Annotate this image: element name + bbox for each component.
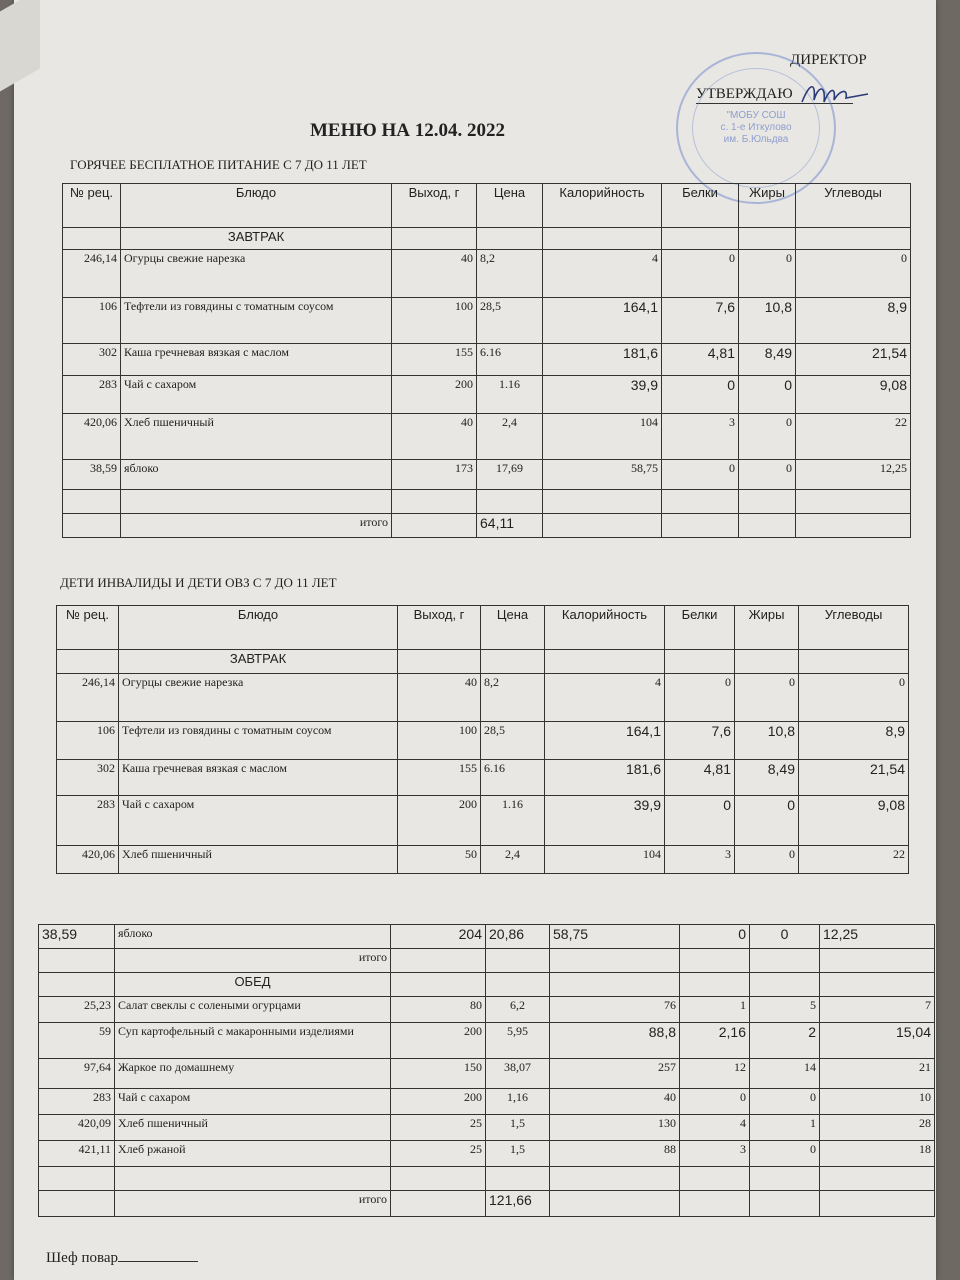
- col-header-kcal: Калорийность: [543, 184, 662, 228]
- table-row: [57, 760, 909, 796]
- cell-protein: 0: [680, 925, 750, 949]
- table-row: [57, 846, 909, 874]
- cell-fat: 1: [750, 1115, 820, 1141]
- cell-fat: 10,8: [735, 722, 799, 760]
- cell-yield: 40: [392, 414, 477, 460]
- director-label: ДИРЕКТОР: [790, 52, 867, 68]
- cell-dish: Тефтели из говядины с томатным соусом: [119, 722, 398, 760]
- col-header-yield: Выход, г: [392, 184, 477, 228]
- cell-kcal: 39,9: [545, 796, 665, 846]
- cell-yield: 40: [398, 674, 481, 722]
- cell-dish: Каша гречневая вязкая с маслом: [121, 344, 392, 376]
- cell-dish: Хлеб ржаной: [115, 1141, 391, 1167]
- col-header-price: Цена: [481, 606, 545, 650]
- cell-kcal: 88: [550, 1141, 680, 1167]
- cell-kcal: 181,6: [545, 760, 665, 796]
- cell-dish: яблоко: [115, 925, 391, 949]
- cell-num: 283: [57, 796, 119, 846]
- table-row: [63, 376, 911, 414]
- total-row: [39, 949, 935, 973]
- cell-price: 28,5: [477, 298, 543, 344]
- col-header-fat: Жиры: [735, 606, 799, 650]
- cell-yield: 150: [391, 1059, 486, 1089]
- cell-price: 38,07: [486, 1059, 550, 1089]
- cell-dish: Тефтели из говядины с томатным соусом: [121, 298, 392, 344]
- cell-yield: 25: [391, 1115, 486, 1141]
- cell-kcal: 104: [545, 846, 665, 874]
- menu-table-lunch: [38, 924, 935, 1217]
- director-signature: [800, 78, 870, 108]
- cell-protein: 0: [662, 250, 739, 298]
- col-header-num: № рец.: [63, 184, 121, 228]
- table-row: [39, 1023, 935, 1059]
- table-header-row: [63, 184, 911, 228]
- cell-kcal: 181,6: [543, 344, 662, 376]
- cell-dish: Огурцы свежие нарезка: [121, 250, 392, 298]
- cell-yield: 173: [392, 460, 477, 490]
- cell-yield: 40: [392, 250, 477, 298]
- cell-price: 6,2: [486, 997, 550, 1023]
- cell-carbs: 9,08: [796, 376, 911, 414]
- table-row: [63, 344, 911, 376]
- cell-fat: 0: [750, 1141, 820, 1167]
- cell-price: 1,5: [486, 1141, 550, 1167]
- col-header-protein: Белки: [662, 184, 739, 228]
- total-label: итого: [115, 1191, 391, 1217]
- table-row: [57, 722, 909, 760]
- cell-carbs: 28: [820, 1115, 935, 1141]
- cell-price: 5,95: [486, 1023, 550, 1059]
- cell-yield: 100: [392, 298, 477, 344]
- cell-protein: 0: [680, 1089, 750, 1115]
- cell-kcal: 88,8: [550, 1023, 680, 1059]
- meal-row: [39, 973, 935, 997]
- table-row: [63, 298, 911, 344]
- section-title-disabled-children: ДЕТИ ИНВАЛИДЫ И ДЕТИ ОВЗ С 7 ДО 11 ЛЕТ: [60, 575, 337, 590]
- meal-label: ОБЕД: [115, 973, 391, 997]
- table-row: [63, 414, 911, 460]
- empty-row: [39, 1167, 935, 1191]
- cell-carbs: 8,9: [796, 298, 911, 344]
- col-header-kcal: Калорийность: [545, 606, 665, 650]
- cell-dish: Хлеб пшеничный: [121, 414, 392, 460]
- cell-dish: Чай с сахаром: [121, 376, 392, 414]
- cell-yield: 80: [391, 997, 486, 1023]
- cell-fat: 0: [735, 846, 799, 874]
- total-price: 64,11: [477, 514, 543, 538]
- cell-price: 6.16: [481, 760, 545, 796]
- cell-carbs: 15,04: [820, 1023, 935, 1059]
- cell-fat: 0: [735, 796, 799, 846]
- cell-price: 2,4: [481, 846, 545, 874]
- cell-num: 302: [63, 344, 121, 376]
- cell-fat: 0: [739, 376, 796, 414]
- cell-price: 1,16: [486, 1089, 550, 1115]
- cell-fat: 0: [739, 460, 796, 490]
- cell-fat: 14: [750, 1059, 820, 1089]
- col-header-price: Цена: [477, 184, 543, 228]
- cell-price: 8,2: [477, 250, 543, 298]
- cell-kcal: 104: [543, 414, 662, 460]
- cell-dish: Каша гречневая вязкая с маслом: [119, 760, 398, 796]
- cell-fat: 0: [750, 925, 820, 949]
- cell-fat: 10,8: [739, 298, 796, 344]
- table-row: [39, 1115, 935, 1141]
- total-row: [39, 1191, 935, 1217]
- cell-num: 420,06: [63, 414, 121, 460]
- cell-num: 421,11: [39, 1141, 115, 1167]
- cell-carbs: 9,08: [799, 796, 909, 846]
- table-header-row: [57, 606, 909, 650]
- cell-protein: 4,81: [665, 760, 735, 796]
- total-label: итого: [115, 949, 391, 973]
- cell-carbs: 12,25: [796, 460, 911, 490]
- cell-kcal: 130: [550, 1115, 680, 1141]
- chef-label: Шеф повар: [46, 1250, 119, 1266]
- cell-protein: 12: [680, 1059, 750, 1089]
- cell-price: 20,86: [486, 925, 550, 949]
- cell-carbs: 22: [796, 414, 911, 460]
- cell-num: 420,06: [57, 846, 119, 874]
- cell-price: 2,4: [477, 414, 543, 460]
- cell-num: 106: [63, 298, 121, 344]
- cell-carbs: 21,54: [799, 760, 909, 796]
- table-row: [39, 1141, 935, 1167]
- cell-yield: 25: [391, 1141, 486, 1167]
- table-row: [57, 796, 909, 846]
- col-header-carbs: Углеводы: [796, 184, 911, 228]
- table-row: [63, 460, 911, 490]
- signature-blank: [118, 1261, 198, 1262]
- cell-price: 1.16: [481, 796, 545, 846]
- cell-protein: 1: [680, 997, 750, 1023]
- cell-dish: Суп картофельный с макаронными изделиями: [115, 1023, 391, 1059]
- cell-carbs: 22: [799, 846, 909, 874]
- cell-yield: 200: [392, 376, 477, 414]
- cell-kcal: 58,75: [543, 460, 662, 490]
- cell-kcal: 164,1: [545, 722, 665, 760]
- page-title: МЕНЮ НА 12.04. 2022: [310, 120, 506, 141]
- total-price: 121,66: [486, 1191, 550, 1217]
- col-header-num: № рец.: [57, 606, 119, 650]
- cell-num: 97,64: [39, 1059, 115, 1089]
- cell-num: 246,14: [63, 250, 121, 298]
- cell-dish: Огурцы свежие нарезка: [119, 674, 398, 722]
- col-header-fat: Жиры: [739, 184, 796, 228]
- stamp-line: "МОБУ СОШ: [726, 110, 786, 121]
- total-label: итого: [121, 514, 392, 538]
- col-header-yield: Выход, г: [398, 606, 481, 650]
- cell-num: 302: [57, 760, 119, 796]
- stamp-line: им. Б.Юльдва: [723, 134, 789, 145]
- table-row: [39, 925, 935, 949]
- cell-fat: 0: [735, 674, 799, 722]
- col-header-carbs: Углеводы: [799, 606, 909, 650]
- col-header-protein: Белки: [665, 606, 735, 650]
- cell-protein: 3: [680, 1141, 750, 1167]
- table-row: [39, 997, 935, 1023]
- cell-carbs: 10: [820, 1089, 935, 1115]
- cell-dish: Жаркое по домашнему: [115, 1059, 391, 1089]
- cell-carbs: 18: [820, 1141, 935, 1167]
- meal-row: [63, 228, 911, 250]
- cell-protein: 2,16: [680, 1023, 750, 1059]
- cell-carbs: 0: [796, 250, 911, 298]
- cell-yield: 155: [398, 760, 481, 796]
- cell-kcal: 4: [543, 250, 662, 298]
- cell-price: 6.16: [477, 344, 543, 376]
- school-stamp: [676, 52, 836, 204]
- cell-num: 246,14: [57, 674, 119, 722]
- cell-fat: 8,49: [739, 344, 796, 376]
- col-header-dish: Блюдо: [121, 184, 392, 228]
- cell-price: 1.16: [477, 376, 543, 414]
- cell-fat: 0: [750, 1089, 820, 1115]
- stamp-line: с. 1-е Иткулово: [720, 122, 792, 133]
- cell-fat: 0: [739, 414, 796, 460]
- cell-carbs: 21,54: [796, 344, 911, 376]
- cell-carbs: 21: [820, 1059, 935, 1089]
- cell-carbs: 12,25: [820, 925, 935, 949]
- cell-protein: 0: [665, 796, 735, 846]
- cell-kcal: 40: [550, 1089, 680, 1115]
- cell-kcal: 4: [545, 674, 665, 722]
- table-row: [39, 1059, 935, 1089]
- cell-fat: 5: [750, 997, 820, 1023]
- cell-dish: Чай с сахаром: [115, 1089, 391, 1115]
- cell-yield: 100: [398, 722, 481, 760]
- cell-yield: 200: [391, 1023, 486, 1059]
- cell-num: 106: [57, 722, 119, 760]
- cell-protein: 3: [665, 846, 735, 874]
- cell-carbs: 8,9: [799, 722, 909, 760]
- cell-yield: 50: [398, 846, 481, 874]
- cell-fat: 2: [750, 1023, 820, 1059]
- cell-kcal: 39,9: [543, 376, 662, 414]
- cell-num: 420,09: [39, 1115, 115, 1141]
- cell-carbs: 7: [820, 997, 935, 1023]
- meal-label: ЗАВТРАК: [119, 650, 398, 674]
- cell-kcal: 58,75: [550, 925, 680, 949]
- table-row: [63, 250, 911, 298]
- cell-dish: яблоко: [121, 460, 392, 490]
- cell-dish: Хлеб пшеничный: [115, 1115, 391, 1141]
- cell-price: 8,2: [481, 674, 545, 722]
- cell-num: 59: [39, 1023, 115, 1059]
- cell-dish: Хлеб пшеничный: [119, 846, 398, 874]
- cell-yield: 200: [391, 1089, 486, 1115]
- cell-protein: 0: [662, 460, 739, 490]
- section-title-free-meals: ГОРЯЧЕЕ БЕСПЛАТНОЕ ПИТАНИЕ С 7 ДО 11 ЛЕТ: [70, 157, 367, 172]
- cell-num: 38,59: [63, 460, 121, 490]
- cell-dish: Салат свеклы с солеными огурцами: [115, 997, 391, 1023]
- cell-kcal: 76: [550, 997, 680, 1023]
- menu-table-disabled-children: [56, 605, 909, 874]
- cell-protein: 7,6: [665, 722, 735, 760]
- col-header-dish: Блюдо: [119, 606, 398, 650]
- cell-yield: 155: [392, 344, 477, 376]
- cell-yield: 200: [398, 796, 481, 846]
- approve-label: УТВЕРЖДАЮ: [696, 86, 853, 104]
- menu-table-free-meals: [62, 183, 911, 538]
- cell-num: 283: [39, 1089, 115, 1115]
- chef-signature-line: [46, 1250, 198, 1267]
- cell-num: 25,23: [39, 997, 115, 1023]
- cell-num: 38,59: [39, 925, 115, 949]
- cell-fat: 0: [739, 250, 796, 298]
- cell-price: 1,5: [486, 1115, 550, 1141]
- cell-num: 283: [63, 376, 121, 414]
- cell-kcal: 257: [550, 1059, 680, 1089]
- meal-row: [57, 650, 909, 674]
- cell-protein: 7,6: [662, 298, 739, 344]
- cell-carbs: 0: [799, 674, 909, 722]
- cell-protein: 4: [680, 1115, 750, 1141]
- cell-protein: 0: [662, 376, 739, 414]
- table-row: [39, 1089, 935, 1115]
- cell-price: 17,69: [477, 460, 543, 490]
- empty-row: [63, 490, 911, 514]
- cell-fat: 8,49: [735, 760, 799, 796]
- cell-dish: Чай с сахаром: [119, 796, 398, 846]
- cell-kcal: 164,1: [543, 298, 662, 344]
- total-row: [63, 514, 911, 538]
- table-row: [57, 674, 909, 722]
- cell-protein: 3: [662, 414, 739, 460]
- cell-yield: 204: [391, 925, 486, 949]
- cell-price: 28,5: [481, 722, 545, 760]
- cell-protein: 4,81: [662, 344, 739, 376]
- meal-label: ЗАВТРАК: [121, 228, 392, 250]
- cell-protein: 0: [665, 674, 735, 722]
